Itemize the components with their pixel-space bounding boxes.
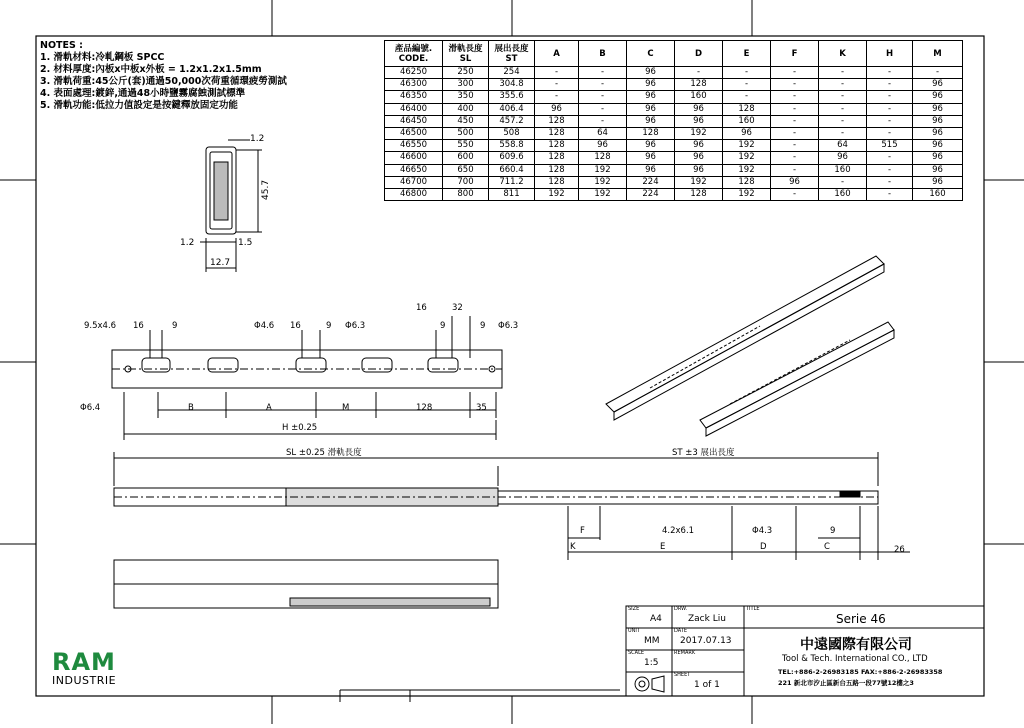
drawing-title: Serie 46	[836, 612, 886, 626]
table-cell: -	[867, 79, 913, 91]
note-line: 3. 滑軌荷重:45公斤(套)通過50,000次荷重循環疲勞測試	[40, 76, 287, 87]
table-cell: 96	[675, 103, 723, 115]
table-cell: 96	[771, 176, 819, 188]
table-cell: -	[771, 127, 819, 139]
table-cell: 96	[627, 140, 675, 152]
section-dim-left: 1.2	[180, 238, 195, 248]
drw-label: DRW.	[674, 606, 688, 612]
table-cell: -	[723, 91, 771, 103]
dim-label: 16	[416, 303, 427, 313]
table-cell: 96	[627, 67, 675, 79]
table-cell: -	[579, 67, 627, 79]
table-cell: 96	[675, 115, 723, 127]
table-cell: 550	[443, 140, 489, 152]
table-cell: 508	[489, 127, 535, 139]
table-header-cell: C	[627, 41, 675, 67]
table-row	[385, 79, 963, 91]
table-cell: 800	[443, 188, 489, 200]
date-value: 2017.07.13	[680, 636, 732, 646]
table-row	[385, 164, 963, 176]
drawer-value: Zack Liu	[688, 614, 726, 624]
company-en: Tool & Tech. International CO., LTD	[782, 654, 928, 664]
table-row	[385, 176, 963, 188]
ram-industrie-logo	[52, 650, 152, 690]
table-cell: -	[867, 103, 913, 115]
table-cell: 46700	[385, 176, 443, 188]
table-cell: -	[771, 188, 819, 200]
table-cell: 64	[819, 140, 867, 152]
dim-M: M	[342, 403, 350, 413]
table-cell: 406.4	[489, 103, 535, 115]
table-cell: 128	[675, 79, 723, 91]
table-cell: 96	[723, 127, 771, 139]
table-cell: 96	[627, 79, 675, 91]
table-cell: 96	[913, 79, 963, 91]
section-dim-height: 45.7	[261, 179, 271, 200]
notes-block	[40, 40, 287, 112]
table-row	[385, 115, 963, 127]
table-cell: 96	[675, 140, 723, 152]
table-cell: -	[867, 164, 913, 176]
table-cell: 160	[819, 164, 867, 176]
table-header-cell: D	[675, 41, 723, 67]
table-cell: 811	[489, 188, 535, 200]
size-value: A4	[650, 614, 662, 624]
section-dim-mid: 1.5	[238, 238, 253, 248]
cross-section-view	[200, 140, 262, 272]
sheet-value: 1 of 1	[694, 680, 720, 690]
dim-K: K	[570, 542, 576, 552]
table-cell: 192	[675, 127, 723, 139]
table-cell: 192	[723, 164, 771, 176]
dim-label: 16	[133, 321, 144, 331]
dim-label: 16	[290, 321, 301, 331]
company-cn: 中遠國際有限公司	[800, 637, 912, 653]
table-cell: 224	[627, 176, 675, 188]
table-cell: -	[675, 67, 723, 79]
table-cell: 46250	[385, 67, 443, 79]
table-cell: 128	[723, 103, 771, 115]
table-cell: 96	[913, 115, 963, 127]
table-cell: 650	[443, 164, 489, 176]
table-cell: 355.6	[489, 91, 535, 103]
table-cell: 46600	[385, 152, 443, 164]
table-cell: 128	[535, 127, 579, 139]
table-header-cell: A	[535, 41, 579, 67]
table-cell: -	[535, 79, 579, 91]
dim-B: B	[188, 403, 194, 413]
table-cell: 96	[535, 103, 579, 115]
note-line: 5. 滑軌功能:低拉力值設定是按鍵釋放固定功能	[40, 100, 238, 111]
note-line: 2. 材料厚度:內板x中板x外板 = 1.2x1.2x1.5mm	[40, 64, 262, 75]
table-cell: 128	[535, 115, 579, 127]
table-cell: -	[771, 67, 819, 79]
table-cell: 96	[579, 140, 627, 152]
table-cell: 64	[579, 127, 627, 139]
table-cell: 96	[627, 91, 675, 103]
table-cell: -	[771, 164, 819, 176]
table-cell: -	[723, 67, 771, 79]
notes-title: NOTES :	[40, 40, 83, 51]
dim-label: 9	[480, 321, 486, 331]
table-cell: 46500	[385, 127, 443, 139]
table-cell: 96	[913, 127, 963, 139]
dim-label: 9	[440, 321, 446, 331]
table-cell: 192	[579, 188, 627, 200]
table-cell: 160	[675, 91, 723, 103]
table-cell: 128	[723, 176, 771, 188]
table-cell: 96	[913, 91, 963, 103]
unit-label: UNIT	[628, 628, 640, 634]
dim-26: 26	[894, 545, 905, 555]
table-cell: 300	[443, 79, 489, 91]
table-cell: -	[771, 103, 819, 115]
table-header-cell: E	[723, 41, 771, 67]
dim-label: 9	[326, 321, 332, 331]
note-line: 1. 滑軌材料:冷軋鋼板 SPCC	[40, 52, 165, 63]
table-row	[385, 103, 963, 115]
rail-top-view	[112, 316, 502, 440]
table-cell: 224	[627, 188, 675, 200]
table-cell: 96	[627, 152, 675, 164]
table-cell: -	[771, 152, 819, 164]
table-row	[385, 188, 963, 200]
dim-128: 128	[416, 403, 433, 413]
table-cell: -	[867, 67, 913, 79]
scale-label: SCALE	[628, 650, 645, 656]
dim-H: H ±0.25	[282, 423, 318, 433]
table-cell: -	[771, 115, 819, 127]
table-cell: 96	[913, 164, 963, 176]
table-header-cell: 展出長度 ST	[489, 41, 535, 67]
table-cell: -	[867, 152, 913, 164]
table-cell: 192	[579, 164, 627, 176]
title-label: TITLE	[746, 606, 760, 612]
logo-industrie: INDUSTRIE	[52, 674, 117, 687]
table-cell: -	[819, 115, 867, 127]
table-cell: 96	[675, 152, 723, 164]
table-cell: 128	[535, 152, 579, 164]
sheet-label: SHEET	[674, 672, 691, 678]
table-header-cell: B	[579, 41, 627, 67]
table-cell: 450	[443, 115, 489, 127]
table-cell: 96	[675, 164, 723, 176]
table-cell: 600	[443, 152, 489, 164]
table-cell: 250	[443, 67, 489, 79]
table-row	[385, 67, 963, 79]
table-cell: -	[819, 67, 867, 79]
table-header-cell: K	[819, 41, 867, 67]
dim-SL: SL ±0.25 滑軌長度	[286, 448, 362, 458]
table-cell: 192	[675, 176, 723, 188]
table-cell: 128	[535, 176, 579, 188]
table-cell: 96	[913, 103, 963, 115]
table-cell: 96	[627, 115, 675, 127]
table-cell: -	[579, 91, 627, 103]
table-cell: 192	[723, 152, 771, 164]
table-cell: -	[771, 140, 819, 152]
table-cell: -	[771, 91, 819, 103]
company-tel: TEL:+886-2-26983185 FAX:+886-2-26983358	[778, 668, 943, 676]
table-row	[385, 127, 963, 139]
table-row	[385, 140, 963, 152]
dim-slot: 4.2x6.1	[662, 526, 695, 536]
table-cell: 160	[913, 188, 963, 200]
table-cell: 192	[579, 176, 627, 188]
dim-A: A	[266, 403, 272, 413]
isometric-rail-view	[606, 256, 894, 436]
dim-D: D	[760, 542, 767, 552]
table-cell: 128	[627, 127, 675, 139]
table-cell: 46400	[385, 103, 443, 115]
remark-label: REMARK	[674, 650, 696, 656]
table-cell: -	[579, 115, 627, 127]
table-cell: 128	[535, 140, 579, 152]
table-cell: -	[867, 176, 913, 188]
table-row	[385, 91, 963, 103]
table-cell: 500	[443, 127, 489, 139]
table-cell: 96	[913, 140, 963, 152]
table-cell: 160	[819, 188, 867, 200]
table-cell: -	[819, 91, 867, 103]
scale-value: 1:5	[644, 658, 659, 668]
table-cell: -	[819, 176, 867, 188]
table-header-cell: 產品編號. CODE.	[385, 41, 443, 67]
table-cell: 457.2	[489, 115, 535, 127]
company-address: 221 新北市汐止區新台五路一段77號12樓之3	[778, 679, 914, 687]
table-cell: -	[771, 79, 819, 91]
section-dim-top: 1.2	[250, 134, 265, 144]
table-cell: -	[579, 103, 627, 115]
table-header-row	[385, 41, 963, 67]
table-cell: 46300	[385, 79, 443, 91]
dim-35: 35	[476, 403, 487, 413]
dim-label: 32	[452, 303, 463, 313]
table-cell: -	[867, 91, 913, 103]
table-cell: -	[819, 127, 867, 139]
dim-label: Φ6.3	[345, 321, 366, 331]
spec-table	[384, 40, 963, 201]
table-cell: 96	[913, 176, 963, 188]
section-dim-bottom: 12.7	[210, 258, 231, 268]
dim-label: 9	[172, 321, 178, 331]
table-cell: 46550	[385, 140, 443, 152]
table-cell: 192	[723, 140, 771, 152]
table-cell: 46800	[385, 188, 443, 200]
table-cell: 192	[535, 188, 579, 200]
table-cell: 660.4	[489, 164, 535, 176]
table-header-cell: M	[913, 41, 963, 67]
table-cell: 128	[579, 152, 627, 164]
table-cell: 558.8	[489, 140, 535, 152]
dim-E: E	[660, 542, 666, 552]
table-cell: -	[867, 188, 913, 200]
table-header-cell: H	[867, 41, 913, 67]
table-cell: 160	[723, 115, 771, 127]
dim-hole: Φ4.3	[752, 526, 773, 536]
table-row	[385, 152, 963, 164]
table-cell: 46650	[385, 164, 443, 176]
table-cell: 96	[627, 103, 675, 115]
table-cell: -	[535, 67, 579, 79]
table-cell: 609.6	[489, 152, 535, 164]
table-cell: -	[819, 79, 867, 91]
table-cell: -	[723, 79, 771, 91]
table-cell: 400	[443, 103, 489, 115]
dim-ST: ST ±3 展出長度	[672, 448, 735, 458]
table-cell: 700	[443, 176, 489, 188]
note-line: 4. 表面處理:鍍鋅,通過48小時鹽霧腐蝕測試標準	[40, 88, 246, 99]
date-label: DATE	[674, 628, 688, 634]
table-cell: 711.2	[489, 176, 535, 188]
dim-label: Φ4.6	[254, 321, 275, 331]
table-cell: 96	[913, 152, 963, 164]
table-header-cell: F	[771, 41, 819, 67]
unit-value: MM	[644, 636, 660, 646]
table-cell: -	[867, 115, 913, 127]
projection-symbol-icon	[632, 674, 668, 694]
table-cell: 254	[489, 67, 535, 79]
table-header-cell: 滑軌長度 SL	[443, 41, 489, 67]
table-cell: 46450	[385, 115, 443, 127]
dim-9: 9	[830, 526, 836, 536]
table-cell: 128	[675, 188, 723, 200]
table-cell: 46350	[385, 91, 443, 103]
table-cell: -	[913, 67, 963, 79]
table-cell: -	[535, 91, 579, 103]
dim-F: F	[580, 526, 585, 536]
table-cell: 350	[443, 91, 489, 103]
table-cell: -	[579, 79, 627, 91]
table-cell: -	[867, 127, 913, 139]
size-label: SIZE	[628, 606, 640, 612]
table-cell: 96	[627, 164, 675, 176]
dim-C: C	[824, 542, 830, 552]
table-cell: 128	[535, 164, 579, 176]
rail-side-view	[114, 452, 910, 608]
table-cell: 96	[819, 152, 867, 164]
table-cell: 304.8	[489, 79, 535, 91]
logo-ram: RAM	[52, 648, 116, 676]
table-cell: -	[819, 103, 867, 115]
dim-label: Φ6.3	[498, 321, 519, 331]
dim-label: Φ6.4	[80, 403, 101, 413]
table-cell: 515	[867, 140, 913, 152]
dim-label: 9.5x4.6	[84, 321, 117, 331]
table-cell: 192	[723, 188, 771, 200]
